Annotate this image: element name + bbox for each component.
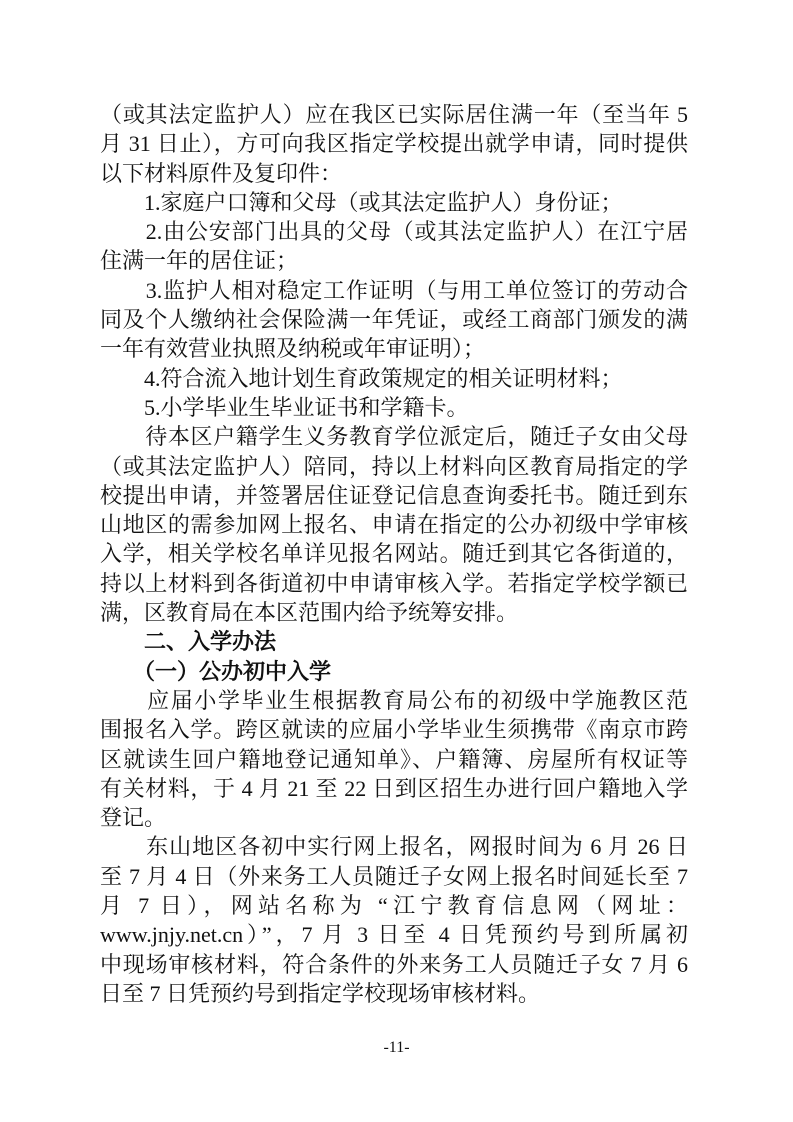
body-line: 3.监护人相对稳定工作证明（与用工单位签订的劳动合 — [100, 277, 688, 303]
body-line: 至 7 月 4 日（外来务工人员随迁子女网上报名时间延长至 7 — [100, 863, 688, 889]
body-line: 登记。 — [100, 805, 167, 831]
heading-line: 二、入学办法 — [100, 629, 277, 655]
body-line: 满，区教育局在本区范围内给予统筹安排。 — [100, 600, 519, 626]
body-line: 一年有效营业执照及纳税或年审证明）； — [100, 336, 486, 362]
body-line: 东山地区各初中实行网上报名，网报时间为 6 月 26 日 — [100, 834, 688, 860]
body-line: www.jnjy.net.cn）”，7 月 3 日至 4 日凭预约号到所属初 — [100, 922, 688, 948]
body-line: 5.小学毕业生毕业证书和学籍卡。 — [100, 394, 469, 420]
body-line: 2.由公安部门出具的父母（或其法定监护人）在江宁居 — [100, 219, 688, 245]
body-line: 持以上材料到各街道初中申请审核入学。若指定学校学额已 — [100, 570, 688, 596]
body-line: 区就读生回户籍地登记通知单》、户籍簿、房屋所有权证等 — [100, 746, 688, 772]
body-line: （或其法定监护人）应在我区已实际居住满一年（至当年 5 — [100, 102, 688, 127]
body-line: 4.符合流入地计划生育政策规定的相关证明材料； — [100, 365, 623, 391]
body-line: 月 31 日止），方可向我区指定学校提出就学申请，同时提供 — [100, 131, 688, 157]
body-line: 校提出申请，并签署居住证登记信息查询委托书。随迁到东 — [100, 482, 688, 508]
body-line: 住满一年的居住证； — [100, 248, 299, 274]
body-line: 待本区户籍学生义务教育学位派定后，随迁子女由父母 — [100, 424, 688, 450]
body-line: 月 7 日），网站名称为 “江宁教育信息网（网址： — [100, 893, 688, 919]
body-line: 围报名入学。跨区就读的应届小学毕业生须携带《南京市跨 — [100, 717, 688, 743]
body-line: 1.家庭户口簿和父母（或其法定监护人）身份证； — [100, 189, 623, 215]
body-line: 中现场审核材料，符合条件的外来务工人员随迁子女 7 月 6 — [100, 951, 688, 977]
body-line: 入学，相关学校名单详见报名网站。随迁到其它各街道的， — [100, 541, 688, 567]
body-line: （或其法定监护人）陪同，持以上材料向区教育局指定的学 — [100, 453, 688, 479]
body-line: 同及个人缴纳社会保险满一年凭证，或经工商部门颁发的满 — [100, 307, 688, 333]
body-line: 应届小学毕业生根据教育局公布的初级中学施教区范 — [100, 687, 688, 713]
body-line: 有关材料，于 4 月 21 至 22 日到区招生办进行回户籍地入学 — [100, 775, 688, 801]
body-line: 日至 7 日凭预约号到指定学校现场审核材料。 — [100, 980, 541, 1006]
heading-line: （一）公办初中入学 — [100, 658, 332, 684]
document-text — [100, 100, 688, 1008]
body-line: 山地区的需参加网上报名、申请在指定的公办初级中学审核 — [100, 512, 688, 538]
page-number: -11- — [383, 1039, 410, 1056]
body-line: 以下材料原件及复印件： — [100, 160, 343, 186]
